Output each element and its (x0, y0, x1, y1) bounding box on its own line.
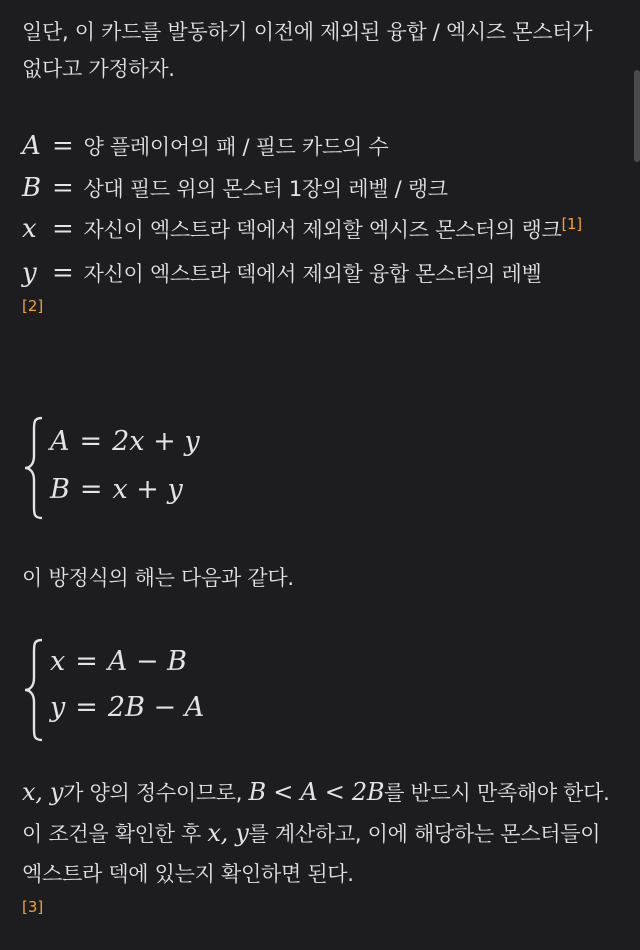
definition-y-desc: 자신이 엑스트라 덱에서 제외할 융합 몬스터의 레벨 (83, 262, 542, 286)
equals-sign: = (75, 646, 98, 677)
equals-sign: = (52, 258, 74, 288)
equation-2-line-2: y = 2B − A (50, 692, 205, 723)
equals-sign: = (75, 692, 98, 723)
equals-sign: = (79, 426, 103, 457)
footnote-link-3[interactable]: [3] (22, 898, 44, 916)
intro-paragraph: 일단, 이 카드를 발동하기 이전에 제외된 융합 / 엑시즈 몬스터가 없다고 가정하자. (22, 20, 593, 81)
definition-a (22, 126, 622, 168)
math-xy: x, y (22, 778, 64, 806)
var-x: x (22, 214, 37, 244)
definition-b (22, 168, 622, 210)
equation-system-2 (22, 638, 322, 738)
equals-sign: = (79, 474, 103, 505)
equals-sign: = (52, 131, 74, 161)
footnote-link-1[interactable]: [1] (561, 215, 582, 233)
definition-list (22, 126, 622, 317)
article-body (22, 14, 622, 317)
left-brace-icon (22, 638, 46, 742)
equation-system-1 (22, 416, 322, 516)
equation-1-line-2: B = x + y (50, 474, 183, 505)
definition-y (22, 253, 622, 295)
inequality: B < A < 2B (248, 778, 385, 806)
scrollbar-thumb[interactable] (634, 70, 640, 162)
var-y: y (22, 258, 37, 288)
left-brace-icon (22, 416, 46, 520)
definition-b-desc: 상대 필드 위의 몬스터 1장의 레벨 / 랭크 (83, 177, 448, 201)
conclusion-text: x, y가 양의 정수이므로, B < A < 2B를 반드시 만족해야 한다. 이 조건을 확인한 후 x, y를 계산하고, 이에 해당하는 몬스터들이 엑스트라 덱에 있는지 확인하면 된다. (22, 778, 610, 886)
math-xy-2: x, y (207, 819, 249, 847)
equation-1-line-1: A = 2x + y (50, 426, 200, 457)
definition-a-desc: 양 플레이어의 패 / 필드 카드의 수 (83, 135, 389, 159)
definition-x (22, 210, 612, 249)
solution-intro: 이 방정식의 해는 다음과 같다. (22, 566, 294, 590)
definition-x-desc: 자신이 엑스트라 덱에서 제외할 엑시즈 몬스터의 랭크 (83, 218, 562, 242)
conclusion-paragraph (22, 772, 614, 918)
equals-sign: = (52, 214, 74, 244)
equation-2-line-1: x = A − B (50, 646, 187, 677)
var-a: A (22, 131, 41, 161)
footnote-link-2[interactable]: [2] (22, 297, 44, 315)
var-b: B (22, 173, 41, 203)
equals-sign: = (52, 173, 74, 203)
